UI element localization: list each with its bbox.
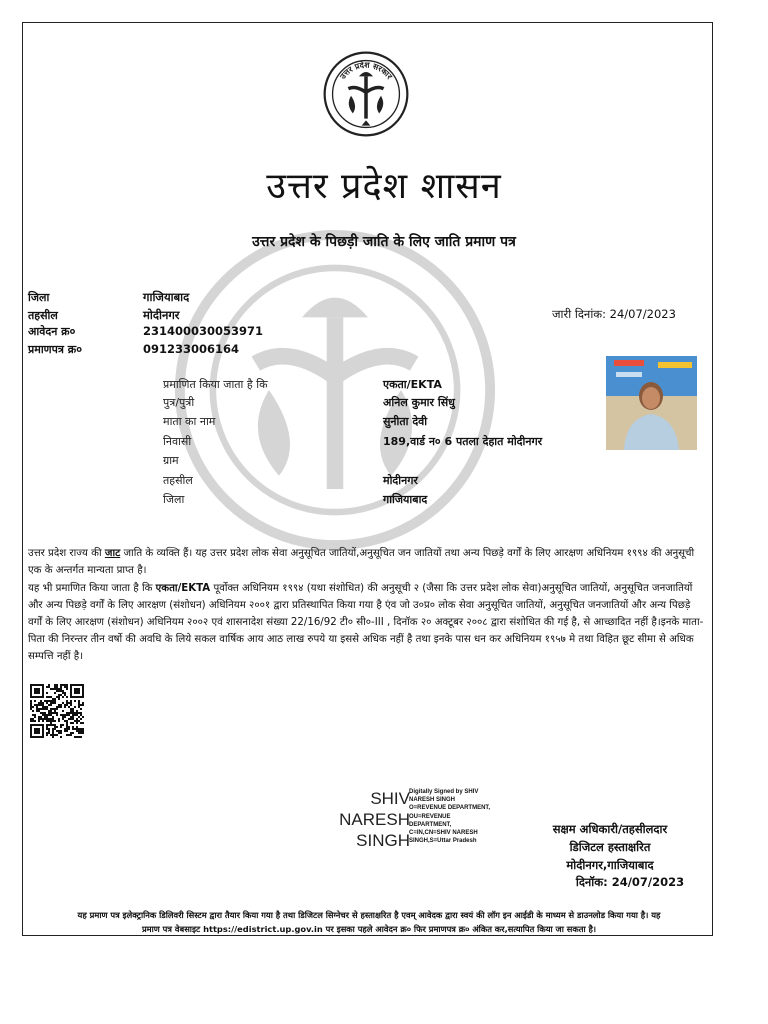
caste-name: जाट — [104, 548, 121, 559]
caste-statement-intro: उत्तर प्रदेश राज्य की — [28, 548, 102, 559]
field-label-certified: प्रमाणित किया जाता है कि — [163, 378, 268, 391]
verification-qr-code — [30, 684, 84, 738]
footer-line-1: यह प्रमाण पत्र इलेक्ट्रानिक डिलिवरी सिस्टम द्वारा तैयार किया गया है तथा डिजिटल सिग्नेचर से हस्ताक्षरित है एवम् आवेदक द्वारा स्वयं की लॉग इन आईडी के माध्यम से डाउनलोड किया गया है। यह — [77, 910, 661, 920]
officer-office: मोदीनगर,गाजियाबाद — [566, 858, 654, 872]
signature-detail-line: NARESH SINGH — [409, 797, 456, 804]
certificate-number-label: प्रमाणपत्र क्र० — [28, 343, 82, 356]
field-label-resident: निवासी — [163, 435, 192, 448]
field-label-tehsil: तहसील — [163, 474, 193, 487]
caste-statement-paragraph — [28, 545, 704, 579]
signer-name-line: SHIV — [370, 789, 410, 808]
application-number-value: 231400030053971 — [143, 324, 264, 338]
signature-detail-line: OU=REVENUE — [409, 813, 451, 820]
certification-name: एकता/EKTA — [155, 583, 211, 594]
field-label-village: ग्राम — [163, 454, 179, 467]
signer-name-line: SINGH — [356, 831, 410, 850]
field-value-father-name: अनिल कुमार सिंधु — [383, 396, 455, 409]
signature-detail-line: DEPARTMENT, — [409, 821, 452, 828]
officer-sign-date: दिनॉक: 24/07/2023 — [575, 875, 685, 889]
field-value-name: एकता/EKTA — [383, 378, 442, 391]
footer-note — [26, 908, 712, 936]
tehsil-value: मोदीनगर — [143, 308, 180, 322]
up-government-emblem — [322, 50, 410, 138]
tehsil-label: तहसील — [28, 309, 58, 322]
field-value-mother-name: सुनीता देवी — [383, 415, 428, 428]
district-label: जिला — [28, 291, 50, 304]
field-label-district: जिला — [163, 493, 185, 506]
signer-name — [330, 788, 410, 851]
field-value-address: 189,वार्ड न० 6 पतला देहात मोदीनगर — [383, 435, 543, 448]
issue-date: जारी दिनांक: 24/07/2023 — [552, 307, 676, 321]
document-subtitle: उत्तर प्रदेश के पिछड़ी जाति के लिए जाति प्रमाण पत्र — [252, 234, 516, 250]
caste-statement-rest: जाति के व्यक्ति हैं। यह उत्तर प्रदेश लोक सेवा अनुसूचित जातियों,अनुसूचित जन जातियों तथा अन्य पिछड़े वर्गों के लिए आरक्षण अधिनियम १९९४ की अनुसूची एक के अन्तर्गत मान्यता प्राप्त है। — [28, 548, 695, 576]
signature-detail-line: C=IN,CN=SHIV NARESH — [409, 830, 478, 837]
certification-rest: पूर्वोक्त अधिनियम १९९४ (यथा संशोधित) की अनुसूची २ (जैसा कि उत्तर प्रदेश लोक सेवा)अनुसूचित जातियों, अनुसूचित जनजातियों और अन्य पिछड़े वर्गों के लिए आरक्षण (संशोधन) अधिनियम २००१ द्वारा प्रतिस्थापित किया गया है एंव जो उ०प्र० लोक सेवा अनुसूचित जातियों, अनुसूचित जनजातियों और अन्य पिछड़े वर्गों के लिए आरक्षण (संशोधन) अधिनियम २००२ एवं शासनादेश संख्या 22/16/92 टी० सी०-III , दिनॉक २० अक्टूबर २००८ द्वारा संशोधित की गई है, से आच्छादित नहीं है।इनके माता-पिता की निरन्तर तीन वर्षो की अवधि के लिये सकल वार्षिक आय आठ लाख रुपये या इससे अधिक नहीं है तथा इनके पास धन कर अधिनियम १९५७ मे तथा विहित छूट सीमा से अधिक सम्पत्ति नहीं है। — [28, 583, 704, 662]
officer-digital-signed: डिजिटल हस्ताक्षरित — [569, 840, 651, 854]
applicant-photo — [606, 356, 697, 450]
application-number-label: आवेदन क्र० — [28, 325, 76, 338]
certification-paragraph — [28, 580, 704, 665]
field-label-child-of: पुत्र/पुत्री — [163, 396, 195, 409]
field-label-mother: माता का नाम — [163, 415, 216, 428]
field-value-district: गाजियाबाद — [383, 493, 428, 506]
officer-designation: सक्षम अधिकारी/तहसीलदार — [552, 822, 668, 836]
field-value-tehsil: मोदीनगर — [383, 474, 418, 487]
signature-detail-line: O=REVENUE DEPARTMENT, — [409, 805, 491, 812]
emblem-text: उत्तर प्रदेश सरकार — [338, 60, 394, 81]
certification-intro: यह भी प्रमाणित किया जाता है कि — [28, 583, 153, 594]
footer-line-2: प्रमाण पत्र वेबसाइट https://edistrict.up.gov.in पर इसका पहले आवेदन क्र० फिर प्रमाणपत्र क्र० अंकित कर,सत्यापित किया जा सकता है। — [141, 924, 597, 934]
signature-detail-line: Digitally Signed by SHIV — [409, 789, 479, 795]
district-value: गाजियाबाद — [143, 290, 190, 304]
signature-details — [409, 788, 519, 845]
certificate-number-value: 091233006164 — [143, 342, 240, 356]
signer-name-line: NARESH — [339, 810, 410, 829]
document-title: उत्तर प्रदेश शासन — [266, 166, 502, 207]
signature-detail-line: SINGH,S=Uttar Pradesh — [409, 838, 477, 845]
